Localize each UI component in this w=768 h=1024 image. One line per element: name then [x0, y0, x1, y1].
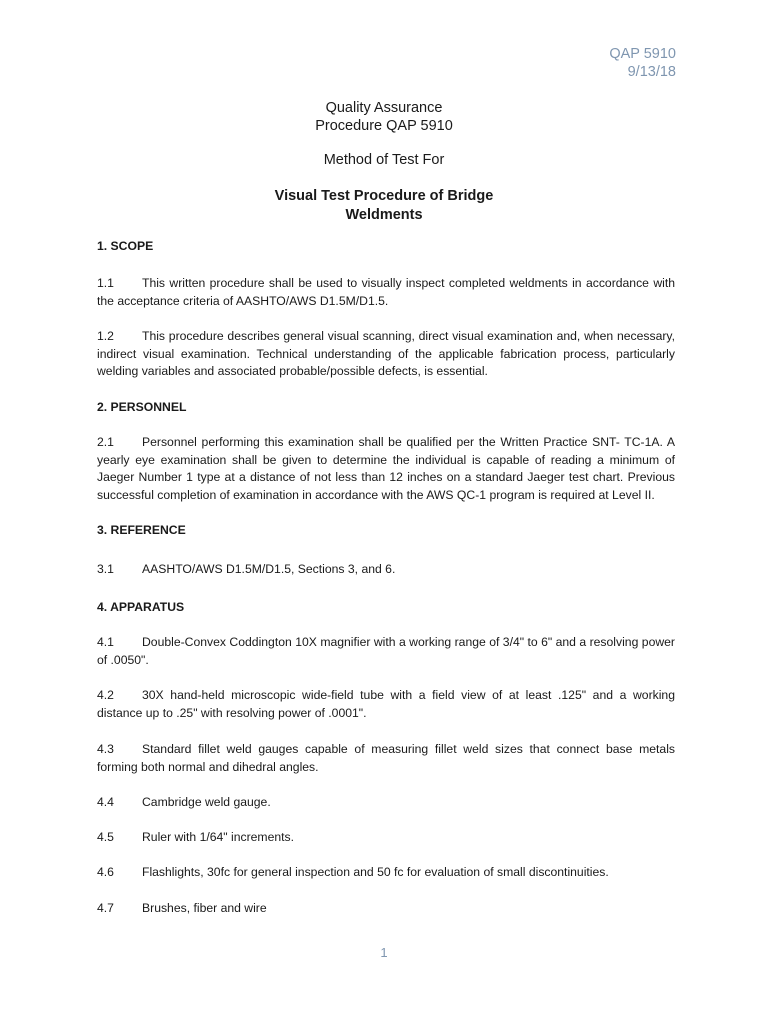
paragraph-number: 2.1 [97, 435, 114, 449]
item-number: 4.3 [97, 742, 114, 756]
paragraph-text: This written procedure shall be used to visually inspect completed weldments in accordance with the acceptance criteria of AASHTO/AWS D1.5M/D1.5. [97, 276, 675, 308]
title-line-2: Procedure QAP 5910 [315, 118, 453, 134]
document-code: QAP 5910 [609, 46, 676, 62]
item-number: 4.2 [97, 688, 114, 702]
document-date: 9/13/18 [627, 64, 676, 80]
paragraph-number: 1.1 [97, 276, 114, 290]
apparatus-item [97, 687, 675, 722]
item-number: 4.4 [97, 795, 114, 809]
item-number: 4.6 [97, 865, 114, 879]
main-title-line-2: Weldments [345, 207, 423, 223]
paragraph-number: 1.2 [97, 329, 114, 343]
item-text: Brushes, fiber and wire [142, 901, 267, 915]
apparatus-item [97, 741, 675, 776]
apparatus-item [97, 829, 675, 847]
paragraph-text: This procedure describes general visual scanning, direct visual examination and, when necessary, indirect visual examination. Technical understanding of the applicable fabrication process, particularly welding variables and associated probable/possible defects, is essential. [97, 329, 675, 379]
paragraph-2-1 [97, 434, 675, 504]
section-title-personnel: 2. PERSONNEL [97, 400, 187, 414]
item-number: 4.1 [97, 635, 114, 649]
apparatus-item [97, 794, 675, 812]
main-title [0, 187, 768, 225]
paragraph-text: Personnel performing this examination shall be qualified per the Written Practice SNT- TC-1A. A yearly eye examination shall be given to determine the individual is capable of reading a minimum of Jaeger Number 1 type at a distance of not less than 12 inches on a standard Jaeger test chart. Previous successful completion of examination in accordance with the AWS QC-1 program is required at Level II. [97, 435, 675, 502]
main-title-line-1: Visual Test Procedure of Bridge [274, 188, 494, 204]
apparatus-item [97, 900, 675, 918]
paragraph-text: AASHTO/AWS D1.5M/D1.5, Sections 3, and 6. [142, 562, 396, 576]
item-text: Flashlights, 30fc for general inspection and 50 fc for evaluation of small discontinuities. [142, 865, 609, 879]
page-number: 1 [380, 945, 388, 960]
paragraph-number: 3.1 [97, 562, 114, 576]
document-header [609, 45, 676, 81]
paragraph-3-1 [97, 561, 675, 579]
item-text: Cambridge weld gauge. [142, 795, 271, 809]
title-line-1: Quality Assurance [325, 100, 443, 116]
item-text: Standard fillet weld gauges capable of measuring fillet weld sizes that connect base metals forming both normal and dihedral angles. [97, 742, 675, 774]
item-text: Double-Convex Coddington 10X magnifier with a working range of 3/4" to 6" and a resolving power of .0050". [97, 635, 675, 667]
apparatus-item [97, 864, 675, 882]
paragraph-1-1 [97, 275, 675, 310]
item-number: 4.7 [97, 901, 114, 915]
section-title-scope: 1. SCOPE [97, 239, 154, 253]
item-number: 4.5 [97, 830, 114, 844]
item-text: 30X hand-held microscopic wide-field tube with a field view of at least .125" and a working distance up to .25" with resolving power of .0001". [97, 688, 675, 720]
apparatus-item [97, 634, 675, 669]
paragraph-1-2 [97, 328, 675, 381]
method-line: Method of Test For [323, 152, 445, 168]
section-title-apparatus: 4. APPARATUS [97, 600, 185, 614]
section-title-reference: 3. REFERENCE [97, 523, 186, 537]
item-text: Ruler with 1/64" increments. [142, 830, 294, 844]
title-block [0, 99, 768, 135]
